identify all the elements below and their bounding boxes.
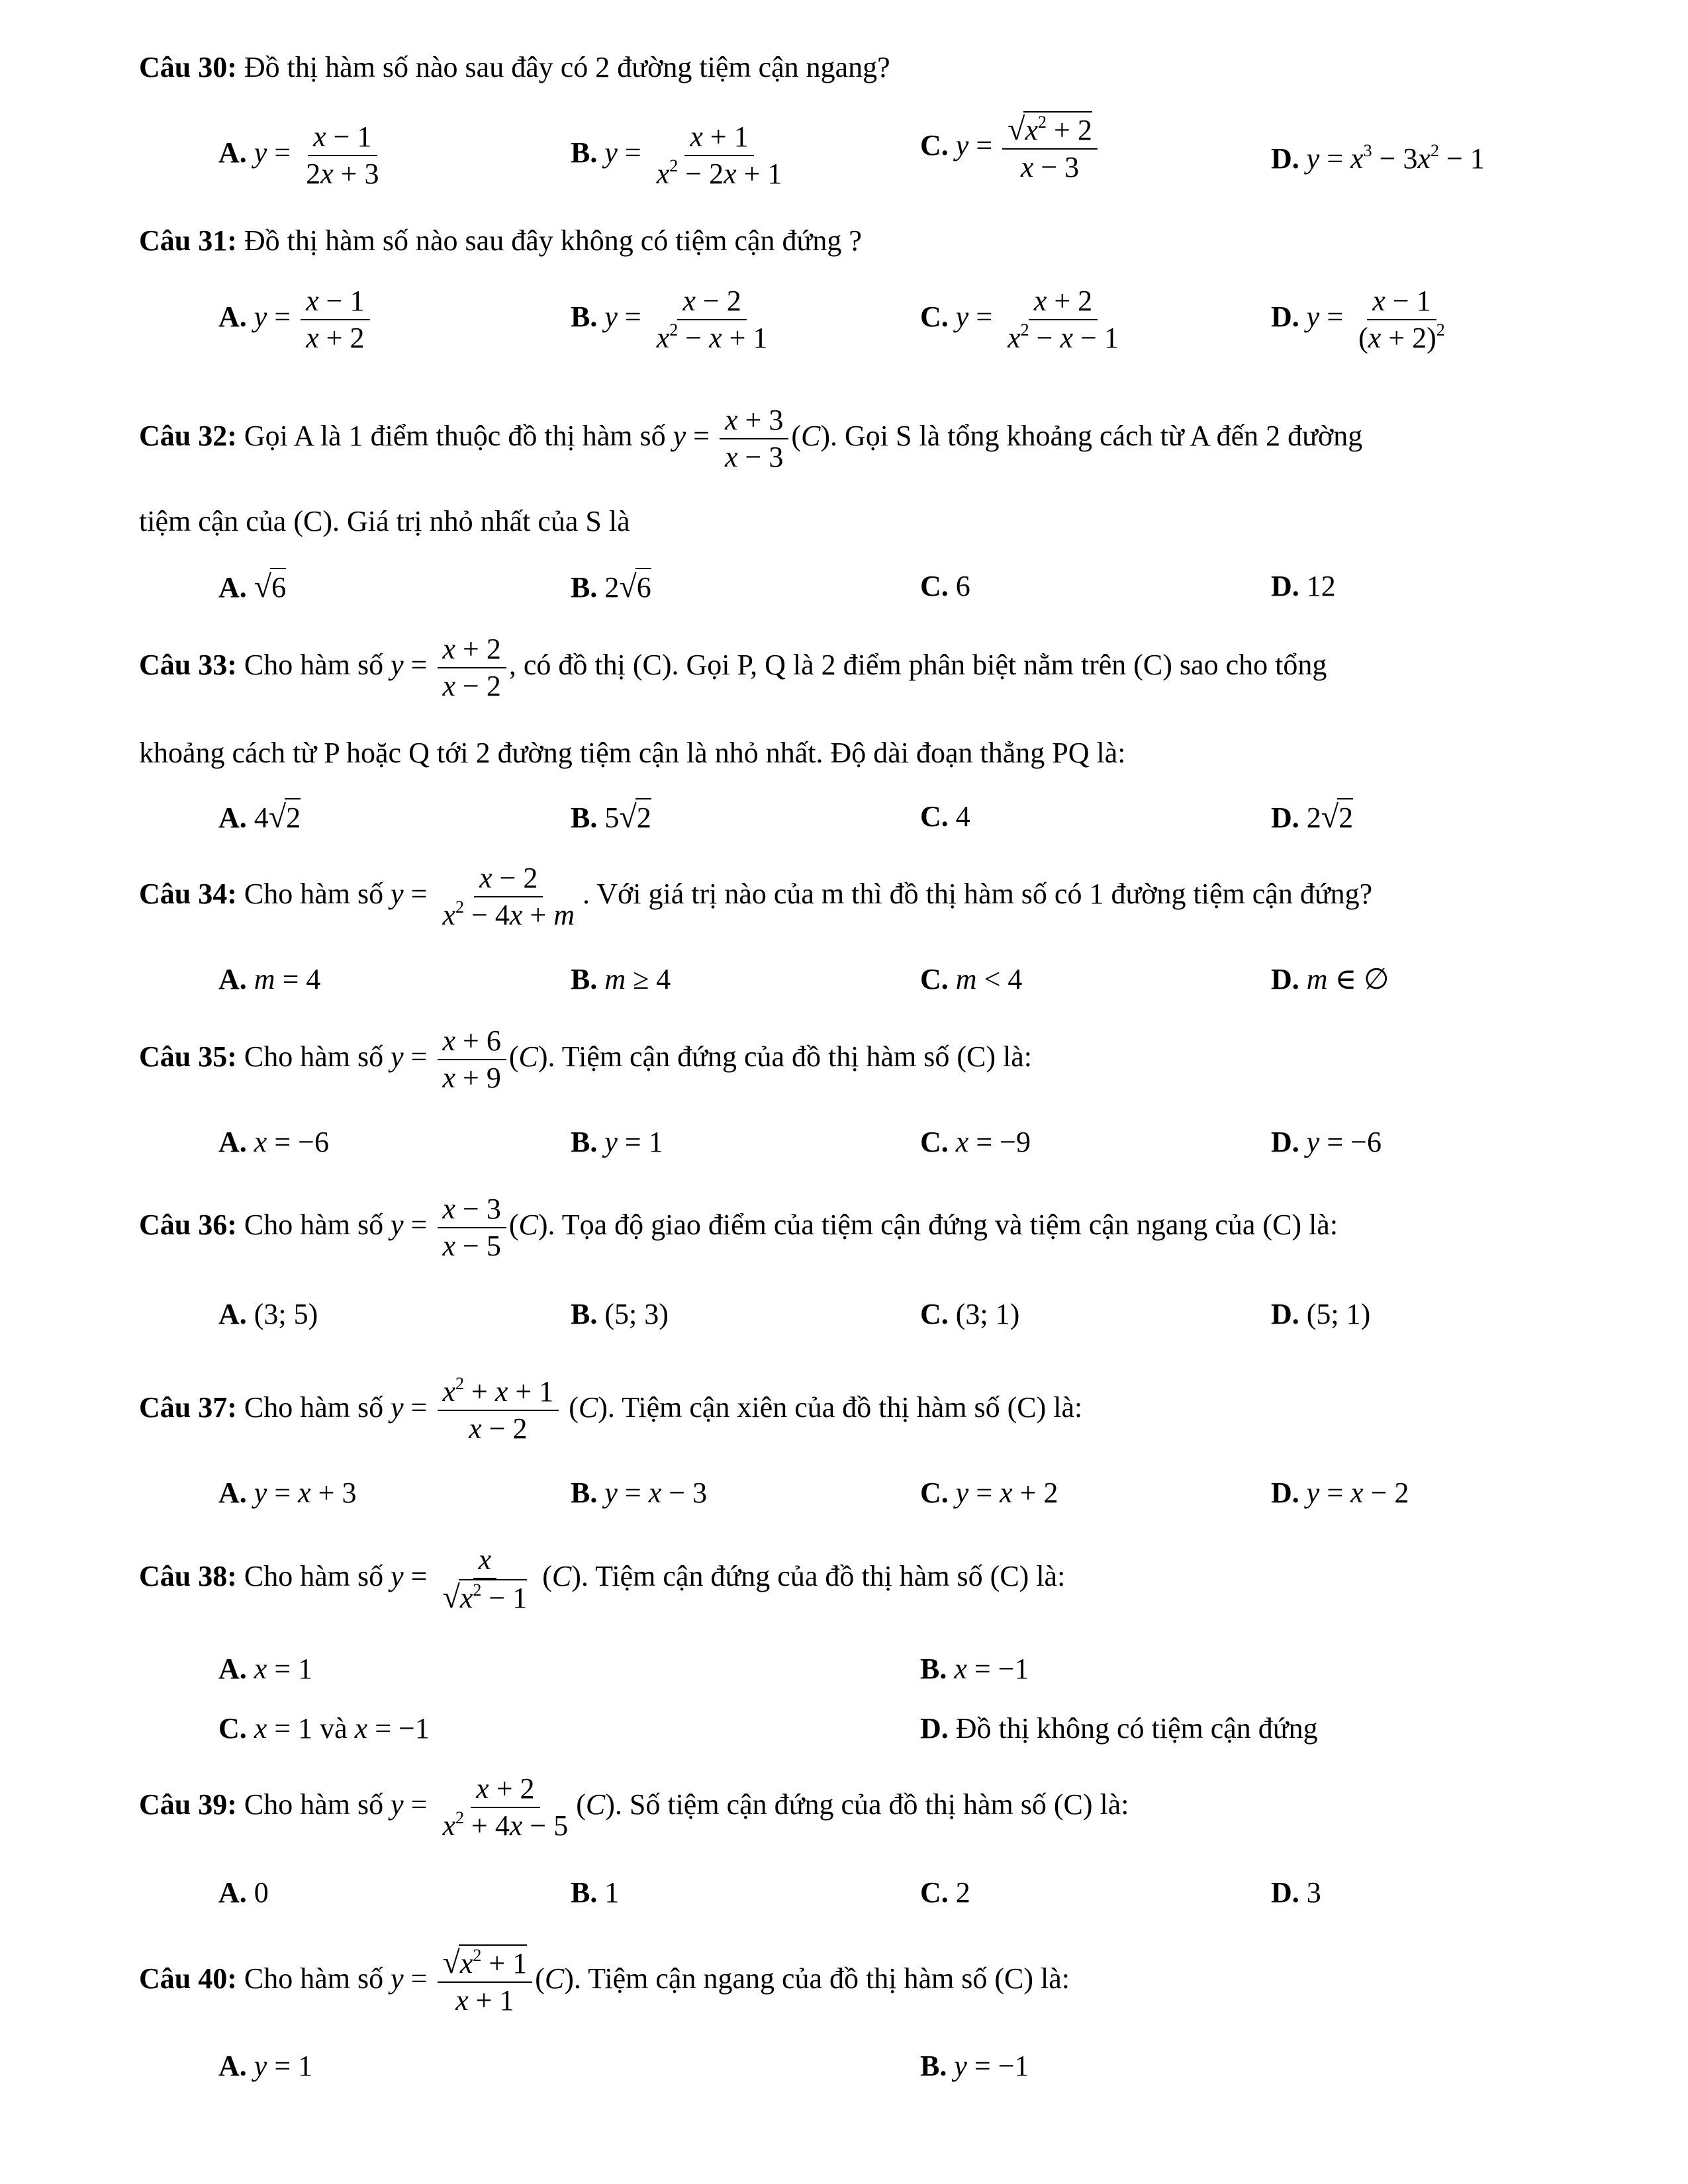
q39-option-c[interactable]: C. 2	[920, 1876, 970, 1909]
question-text: Cho hàm số	[244, 649, 384, 682]
q31-option-b[interactable]: B. y = $\frac{x - 2}{x^2 - x + 1}$	[571, 285, 768, 354]
q32-option-b[interactable]: B. 2√6	[571, 568, 651, 606]
question-text: Gọi A là 1 điểm thuộc đồ thị hàm số	[244, 420, 666, 453]
question-34: Câu 34: Cho hàm số y = $\frac{x - 2}{x^2 - 4x + m}$ . Với giá trị nào của m thì đồ thị hàm số có 1 đường tiệm cận đứng?	[139, 862, 1373, 931]
question-32: Câu 32: Gọi A là 1 điểm thuộc đồ thị hàm số y = $\frac{x + 3}{x - 3}$ (C). Gọi S là tổng khoảng cách từ A đến 2 đường	[139, 404, 1363, 473]
question-label: Câu 36:	[139, 1208, 237, 1242]
q30-option-a[interactable]: A. y = $\frac{x - 1}{2x + 3}$	[218, 120, 379, 190]
question-text: Đồ thị hàm số nào sau đây không có tiệm cận đứng ?	[244, 224, 862, 257]
q39-option-d[interactable]: D. 3	[1271, 1876, 1321, 1909]
question-35: Câu 35: Cho hàm số y = $\frac{x + 6}{x + 9}$ (C). Tiệm cận đứng của đồ thị hàm số (C) là:	[139, 1024, 1032, 1094]
question-label: Câu 37:	[139, 1391, 237, 1424]
q30-option-b[interactable]: B. y = $\frac{x + 1}{x^2 - 2x + 1}$	[571, 120, 782, 190]
q30-option-d[interactable]: D. $y = x^3 - 3x^2 - 1$	[1271, 141, 1485, 175]
question-31	[139, 222, 1549, 259]
q35-option-b[interactable]: B. y = 1	[571, 1126, 663, 1158]
question-text: Cho hàm số	[244, 1788, 384, 1821]
q35-option-a[interactable]: A. x = −6	[218, 1126, 329, 1158]
q37-option-a[interactable]: A. y = x + 3	[218, 1477, 357, 1509]
q36-option-b[interactable]: B. (5; 3)	[571, 1298, 669, 1330]
q38-option-b[interactable]: B. x = −1	[920, 1653, 1029, 1685]
q40-option-b[interactable]: B. y = −1	[920, 2050, 1029, 2082]
question-37: Câu 37: Cho hàm số y = $\frac{x^2 + x + 1}{x - 2}$ (C). Tiệm cận xiên của đồ thị hàm số (C) là:	[139, 1374, 1083, 1445]
q31-option-a[interactable]: A. y = $\frac{x - 1}{x + 2}$	[218, 283, 373, 356]
function-formula: y = $\frac{x - 2}{x^2 - 4x + m}$	[391, 862, 575, 931]
q38-option-a[interactable]: A. x = 1	[218, 1653, 313, 1685]
question-label: Câu 32:	[139, 420, 237, 453]
q33-option-d[interactable]: D. 2√2	[1271, 798, 1353, 837]
q34-option-c[interactable]: C. m < 4	[920, 963, 1023, 995]
q36-option-d[interactable]: D. (5; 1)	[1271, 1298, 1371, 1330]
question-32-line2: tiệm cận của (C). Giá trị nhỏ nhất của S là	[139, 505, 630, 537]
function-formula: y = $\frac{x + 3}{x - 3}$ (C)	[673, 404, 831, 473]
q32-option-c[interactable]: C. 6	[920, 570, 970, 602]
q32-option-d[interactable]: D. 12	[1271, 570, 1336, 602]
q40-option-a[interactable]: A. y = 1	[218, 2050, 313, 2082]
question-33-line2: khoảng cách từ P hoặc Q tới 2 đường tiệm cận là nhỏ nhất. Độ dài đoạn thẳng PQ là:	[139, 737, 1126, 769]
function-formula: y = $\frac{x + 2}{x^2 + 4x - 5}$ (C)	[391, 1772, 615, 1842]
question-label: Câu 30:	[139, 51, 237, 83]
question-38: Câu 38: Cho hàm số y = $\frac{x}{√x^2 - 1}$ (C). Tiệm cận đứng của đồ thị hàm số (C) là:	[139, 1543, 1066, 1615]
function-formula: y = $\frac{x - 3}{x - 5}$ (C)	[391, 1193, 548, 1262]
question-30	[139, 49, 1549, 86]
q37-option-d[interactable]: D. y = x − 2	[1271, 1477, 1409, 1509]
q31-option-d[interactable]: D. y = $\frac{x - 1}{(x + 2)^2}$	[1271, 285, 1445, 354]
question-text: Cho hàm số	[244, 1560, 384, 1593]
question-text: Cho hàm số	[244, 878, 384, 911]
q36-option-c[interactable]: C. (3; 1)	[920, 1298, 1020, 1330]
question-text: Cho hàm số	[244, 1040, 384, 1073]
question-33: Câu 33: Cho hàm số y = $\frac{x + 2}{x - 2}$ , có đồ thị (C). Gọi P, Q là 2 điểm phân biệt nằm trên (C) sao cho tổng	[139, 633, 1327, 702]
question-label: Câu 40:	[139, 1962, 237, 1995]
question-36: Câu 36: Cho hàm số y = $\frac{x - 3}{x - 5}$ (C). Tọa độ giao điểm của tiệm cận đứng và tiệm cận ngang của (C) là:	[139, 1193, 1338, 1262]
function-formula: y = $\frac{x}{√x^2 - 1}$ (C)	[391, 1543, 581, 1615]
q33-option-c[interactable]: C. 4	[920, 800, 970, 833]
function-formula: y = $\frac{x^2 + x + 1}{x - 2}$ (C)	[391, 1374, 608, 1445]
q34-option-b[interactable]: B. m ≥ 4	[571, 963, 671, 995]
question-label: Câu 34:	[139, 878, 237, 911]
question-label: Câu 38:	[139, 1560, 237, 1593]
q34-option-a[interactable]: A. m = 4	[218, 963, 321, 995]
question-text: Cho hàm số	[244, 1208, 384, 1242]
question-40: Câu 40: Cho hàm số y = $\frac{√x^2 + 1}{x + 1}$ (C). Tiệm cận ngang của đồ thị hàm số (C) là:	[139, 1945, 1070, 2017]
q39-option-b[interactable]: B. 1	[571, 1876, 620, 1909]
question-text: Cho hàm số	[244, 1962, 384, 1995]
function-formula: y = $\frac{x + 6}{x + 9}$ (C)	[391, 1024, 548, 1094]
q30-option-c[interactable]: C. y = $\frac{√x^2 + 2}{x - 3}$	[920, 111, 1100, 185]
question-text: Đồ thị hàm số nào sau đây có 2 đường tiệm cận ngang?	[244, 51, 890, 83]
question-39: Câu 39: Cho hàm số y = $\frac{x + 2}{x^2 + 4x - 5}$ (C). Số tiệm cận đứng của đồ thị hàm số (C) là:	[139, 1772, 1129, 1842]
question-label: Câu 31:	[139, 224, 237, 257]
question-label: Câu 35:	[139, 1040, 237, 1073]
q38-option-c[interactable]: C. x = 1 và x = −1	[218, 1712, 430, 1745]
q35-option-c[interactable]: C. x = −9	[920, 1126, 1031, 1158]
q31-option-c[interactable]: C. y = $\frac{x + 2}{x^2 - x - 1}$	[920, 285, 1119, 354]
question-text: Cho hàm số	[244, 1391, 384, 1424]
q33-option-a[interactable]: A. 4√2	[218, 798, 301, 837]
q38-option-d[interactable]: D. Đồ thị không có tiệm cận đứng	[920, 1712, 1318, 1745]
function-formula: y = $\frac{x + 2}{x - 2}$	[391, 649, 509, 681]
q36-option-a[interactable]: A. (3; 5)	[218, 1298, 318, 1330]
q33-option-b[interactable]: B. 5√2	[571, 798, 651, 837]
q37-option-c[interactable]: C. y = x + 2	[920, 1477, 1058, 1509]
function-formula: y = $\frac{√x^2 + 1}{x + 1}$ (C)	[391, 1945, 574, 2017]
q35-option-d[interactable]: D. y = −6	[1271, 1126, 1382, 1158]
q34-option-d[interactable]: D. m ∈ ∅	[1271, 963, 1389, 995]
q32-option-a[interactable]: A. √6	[218, 568, 286, 606]
question-label: Câu 39:	[139, 1788, 237, 1821]
question-label: Câu 33:	[139, 649, 237, 682]
q39-option-a[interactable]: A. 0	[218, 1876, 269, 1909]
q37-option-b[interactable]: B. y = x − 3	[571, 1477, 708, 1509]
